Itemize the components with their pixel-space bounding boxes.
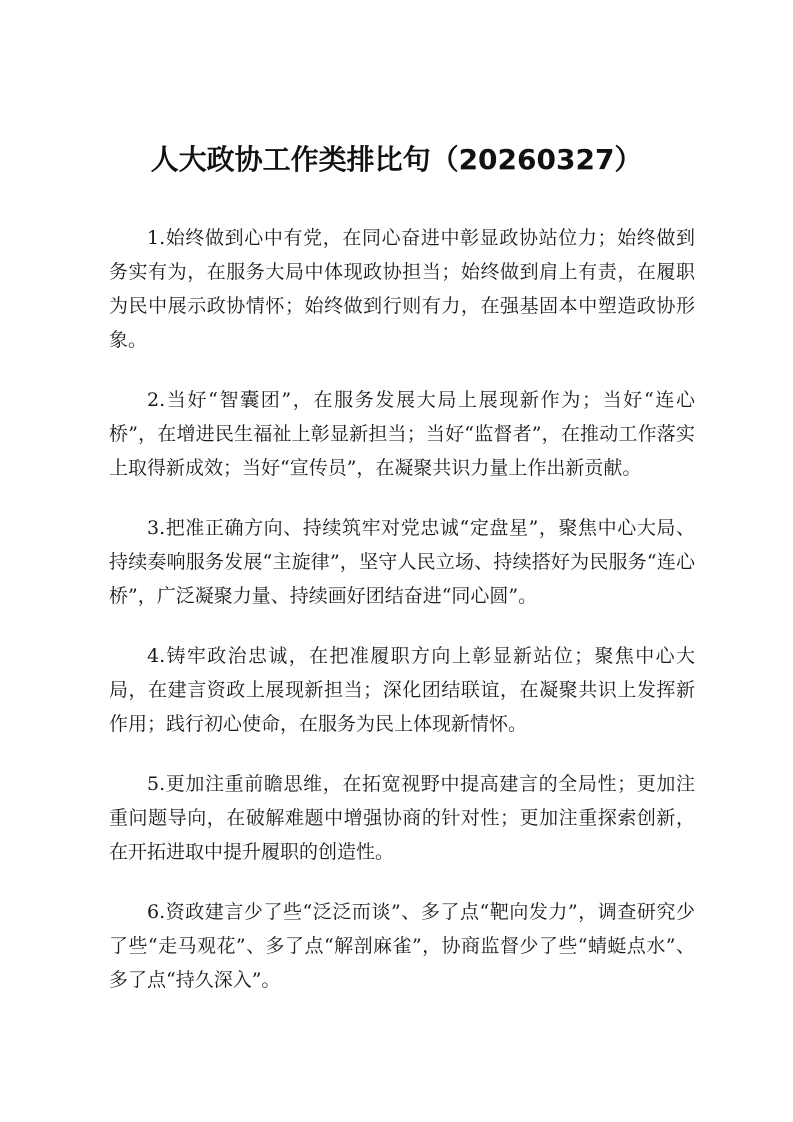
paragraph-4: 4.铸牢政治忠诚，在把准履职方向上彰显新站位；聚焦中心大局，在建言资政上展现新担当；深化团结联谊，在凝聚共识上发挥新作用；践行初心使命，在服务为民上体现新情怀。 <box>109 645 695 735</box>
paragraph-2: 2.当好“智囊团”，在服务发展大局上展现新作为；当好“连心桥”，在增进民生福祉上彰显新担当；当好“监督者”，在推动工作落实上取得新成效；当好“宣传员”，在凝聚共识力量上作出新贡献。 <box>109 389 695 479</box>
paragraph-6: 6.资政建言少了些“泛泛而谈”、多了点“靶向发力”，调查研究少了些“走马观花”、多了点“解剖麻雀”，协商监督少了些“蜻蜓点水”、多了点“持久深入”。 <box>109 901 695 991</box>
paragraph-1: 1.始终做到心中有党，在同心奋进中彰显政协站位力；始终做到务实有为，在服务大局中体现政协担当；始终做到肩上有责，在履职为民中展示政协情怀；始终做到行则有力，在强基固本中塑造政协形象。 <box>109 227 695 351</box>
document-body <box>109 221 695 1023</box>
document-title: 人大政协工作类排比句（20260327） <box>150 143 643 176</box>
paragraph-5: 5.更加注重前瞻思维，在拓宽视野中提高建言的全局性；更加注重问题导向，在破解难题中增强协商的针对性；更加注重探索创新，在开拓进取中提升履职的创造性。 <box>109 773 695 863</box>
paragraph-3: 3.把准正确方向、持续筑牢对党忠诚“定盘星”，聚焦中心大局、持续奏响服务发展“主旋律”，坚守人民立场、持续搭好为民服务“连心桥”，广泛凝聚力量、持续画好团结奋进“同心圆”。 <box>109 517 695 607</box>
